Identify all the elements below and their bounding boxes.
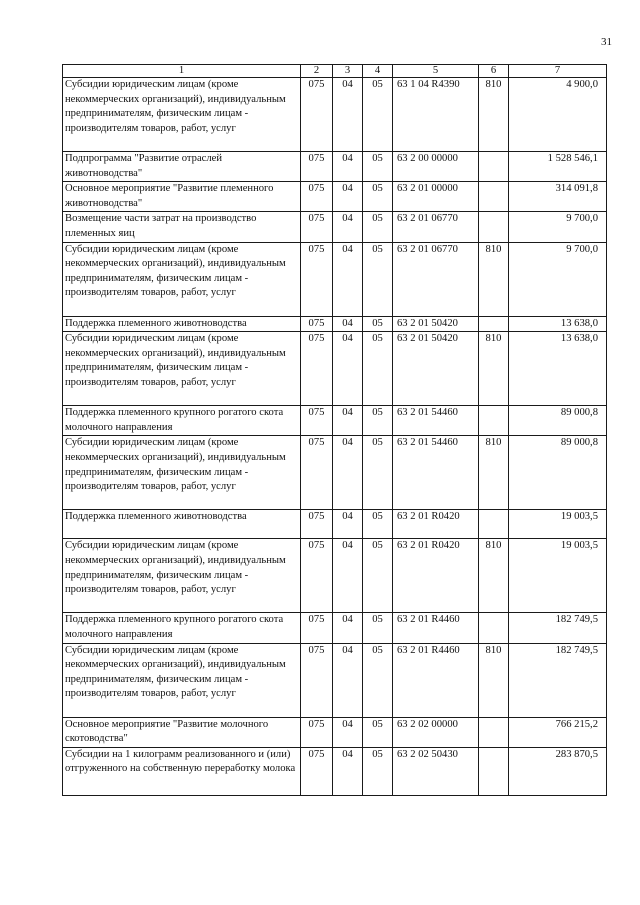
row-amount: 9 700,0: [509, 212, 607, 242]
row-code-chapter: 075: [301, 436, 333, 510]
row-code-subsection: 05: [363, 242, 393, 316]
row-code-subsection: 05: [363, 613, 393, 643]
row-code-subsection: 05: [363, 643, 393, 717]
row-code-target: 63 2 01 R4460: [393, 613, 479, 643]
row-amount: 766 215,2: [509, 717, 607, 747]
row-code-expense-type: 810: [479, 332, 509, 406]
row-code-section: 04: [333, 510, 363, 539]
row-code-chapter: 075: [301, 747, 333, 795]
row-code-expense-type: 810: [479, 436, 509, 510]
table-row: [63, 78, 607, 152]
row-code-expense-type: [479, 212, 509, 242]
row-name: Субсидии юридическим лицам (кроме некоммерческих организаций), индивидуальным предпринимателям, физическим лицам - производителям товаров, работ, услуг: [63, 643, 301, 717]
row-code-chapter: 075: [301, 152, 333, 182]
row-code-section: 04: [333, 332, 363, 406]
row-code-target: 63 2 01 50420: [393, 316, 479, 332]
row-name: Основное мероприятие "Развитие племенного животноводства": [63, 182, 301, 212]
row-name: Возмещение части затрат на производство племенных яиц: [63, 212, 301, 242]
row-code-subsection: 05: [363, 78, 393, 152]
row-name: Субсидии юридическим лицам (кроме некоммерческих организаций), индивидуальным предпринимателям, физическим лицам - производителям товаров, работ, услуг: [63, 78, 301, 152]
row-amount: 89 000,8: [509, 406, 607, 436]
row-code-chapter: 075: [301, 510, 333, 539]
table-row: [63, 643, 607, 717]
row-name: Подпрограмма "Развитие отраслей животноводства": [63, 152, 301, 182]
table-row: [63, 332, 607, 406]
row-code-section: 04: [333, 152, 363, 182]
row-code-subsection: 05: [363, 510, 393, 539]
row-code-expense-type: [479, 406, 509, 436]
row-code-section: 04: [333, 406, 363, 436]
column-header-6: 6: [479, 65, 509, 78]
row-code-expense-type: 810: [479, 539, 509, 613]
row-amount: 19 003,5: [509, 510, 607, 539]
row-code-expense-type: 810: [479, 78, 509, 152]
row-code-section: 04: [333, 613, 363, 643]
row-code-section: 04: [333, 539, 363, 613]
row-code-section: 04: [333, 436, 363, 510]
row-code-subsection: 05: [363, 436, 393, 510]
row-code-chapter: 075: [301, 182, 333, 212]
row-amount: 89 000,8: [509, 436, 607, 510]
row-code-expense-type: [479, 747, 509, 795]
row-code-target: 63 2 00 00000: [393, 152, 479, 182]
row-amount: 9 700,0: [509, 242, 607, 316]
row-code-expense-type: [479, 182, 509, 212]
row-code-target: 63 2 01 54460: [393, 406, 479, 436]
row-amount: 314 091,8: [509, 182, 607, 212]
row-code-expense-type: [479, 510, 509, 539]
row-code-target: 63 2 01 50420: [393, 332, 479, 406]
row-code-target: 63 2 01 06770: [393, 242, 479, 316]
budget-table: [62, 64, 607, 796]
row-code-target: 63 2 02 00000: [393, 717, 479, 747]
row-amount: 4 900,0: [509, 78, 607, 152]
table-row: [63, 510, 607, 539]
table-row: [63, 212, 607, 242]
row-code-chapter: 075: [301, 332, 333, 406]
row-code-target: 63 2 01 R0420: [393, 510, 479, 539]
row-code-expense-type: [479, 717, 509, 747]
row-code-expense-type: [479, 613, 509, 643]
row-name: Поддержка племенного крупного рогатого скота молочного направления: [63, 613, 301, 643]
row-code-target: 63 2 01 R4460: [393, 643, 479, 717]
table-row: [63, 436, 607, 510]
row-name: Поддержка племенного крупного рогатого скота молочного направления: [63, 406, 301, 436]
row-code-expense-type: 810: [479, 643, 509, 717]
row-code-section: 04: [333, 242, 363, 316]
row-name: Субсидии юридическим лицам (кроме некоммерческих организаций), индивидуальным предпринимателям, физическим лицам - производителям товаров, работ, услуг: [63, 242, 301, 316]
row-code-subsection: 05: [363, 182, 393, 212]
row-code-subsection: 05: [363, 747, 393, 795]
table-header-row: [63, 65, 607, 78]
row-amount: 1 528 546,1: [509, 152, 607, 182]
row-amount: 13 638,0: [509, 332, 607, 406]
table-row: [63, 539, 607, 613]
row-name: Субсидии юридическим лицам (кроме некоммерческих организаций), индивидуальным предпринимателям, физическим лицам - производителям товаров, работ, услуг: [63, 436, 301, 510]
page-number: 31: [601, 36, 612, 48]
row-code-target: 63 2 02 50430: [393, 747, 479, 795]
column-header-1: 1: [63, 65, 301, 78]
column-header-4: 4: [363, 65, 393, 78]
row-amount: 182 749,5: [509, 613, 607, 643]
table-row: [63, 613, 607, 643]
row-name: Поддержка племенного животноводства: [63, 316, 301, 332]
row-code-section: 04: [333, 212, 363, 242]
table-row: [63, 152, 607, 182]
row-amount: 13 638,0: [509, 316, 607, 332]
table-row: [63, 316, 607, 332]
table-row: [63, 406, 607, 436]
row-code-expense-type: 810: [479, 242, 509, 316]
column-header-7: 7: [509, 65, 607, 78]
table-row: [63, 717, 607, 747]
row-code-target: 63 2 01 R0420: [393, 539, 479, 613]
row-code-section: 04: [333, 717, 363, 747]
row-code-expense-type: [479, 316, 509, 332]
row-code-section: 04: [333, 643, 363, 717]
row-code-chapter: 075: [301, 406, 333, 436]
row-code-subsection: 05: [363, 539, 393, 613]
row-code-section: 04: [333, 316, 363, 332]
row-code-subsection: 05: [363, 316, 393, 332]
row-amount: 19 003,5: [509, 539, 607, 613]
row-code-target: 63 2 01 00000: [393, 182, 479, 212]
row-code-subsection: 05: [363, 332, 393, 406]
row-code-subsection: 05: [363, 717, 393, 747]
row-name: Поддержка племенного животноводства: [63, 510, 301, 539]
column-header-5: 5: [393, 65, 479, 78]
table-body: [63, 78, 607, 796]
row-code-target: 63 1 04 R4390: [393, 78, 479, 152]
row-code-chapter: 075: [301, 242, 333, 316]
row-code-section: 04: [333, 78, 363, 152]
row-amount: 283 870,5: [509, 747, 607, 795]
row-code-target: 63 2 01 54460: [393, 436, 479, 510]
row-code-chapter: 075: [301, 316, 333, 332]
table-row: [63, 182, 607, 212]
row-amount: 182 749,5: [509, 643, 607, 717]
row-code-expense-type: [479, 152, 509, 182]
table-row: [63, 747, 607, 795]
column-header-2: 2: [301, 65, 333, 78]
row-code-section: 04: [333, 182, 363, 212]
row-name: Субсидии юридическим лицам (кроме некоммерческих организаций), индивидуальным предпринимателям, физическим лицам - производителям товаров, работ, услуг: [63, 539, 301, 613]
row-code-chapter: 075: [301, 717, 333, 747]
row-code-chapter: 075: [301, 643, 333, 717]
row-name: Основное мероприятие "Развитие молочного скотоводства": [63, 717, 301, 747]
row-code-subsection: 05: [363, 406, 393, 436]
row-code-chapter: 075: [301, 613, 333, 643]
row-code-chapter: 075: [301, 212, 333, 242]
row-code-subsection: 05: [363, 152, 393, 182]
row-name: Субсидии юридическим лицам (кроме некоммерческих организаций), индивидуальным предпринимателям, физическим лицам - производителям товаров, работ, услуг: [63, 332, 301, 406]
table-row: [63, 242, 607, 316]
row-name: Субсидии на 1 килограмм реализованного и (или) отгруженного на собственную переработку молока: [63, 747, 301, 795]
row-code-target: 63 2 01 06770: [393, 212, 479, 242]
row-code-subsection: 05: [363, 212, 393, 242]
row-code-chapter: 075: [301, 78, 333, 152]
column-header-3: 3: [333, 65, 363, 78]
row-code-chapter: 075: [301, 539, 333, 613]
row-code-section: 04: [333, 747, 363, 795]
